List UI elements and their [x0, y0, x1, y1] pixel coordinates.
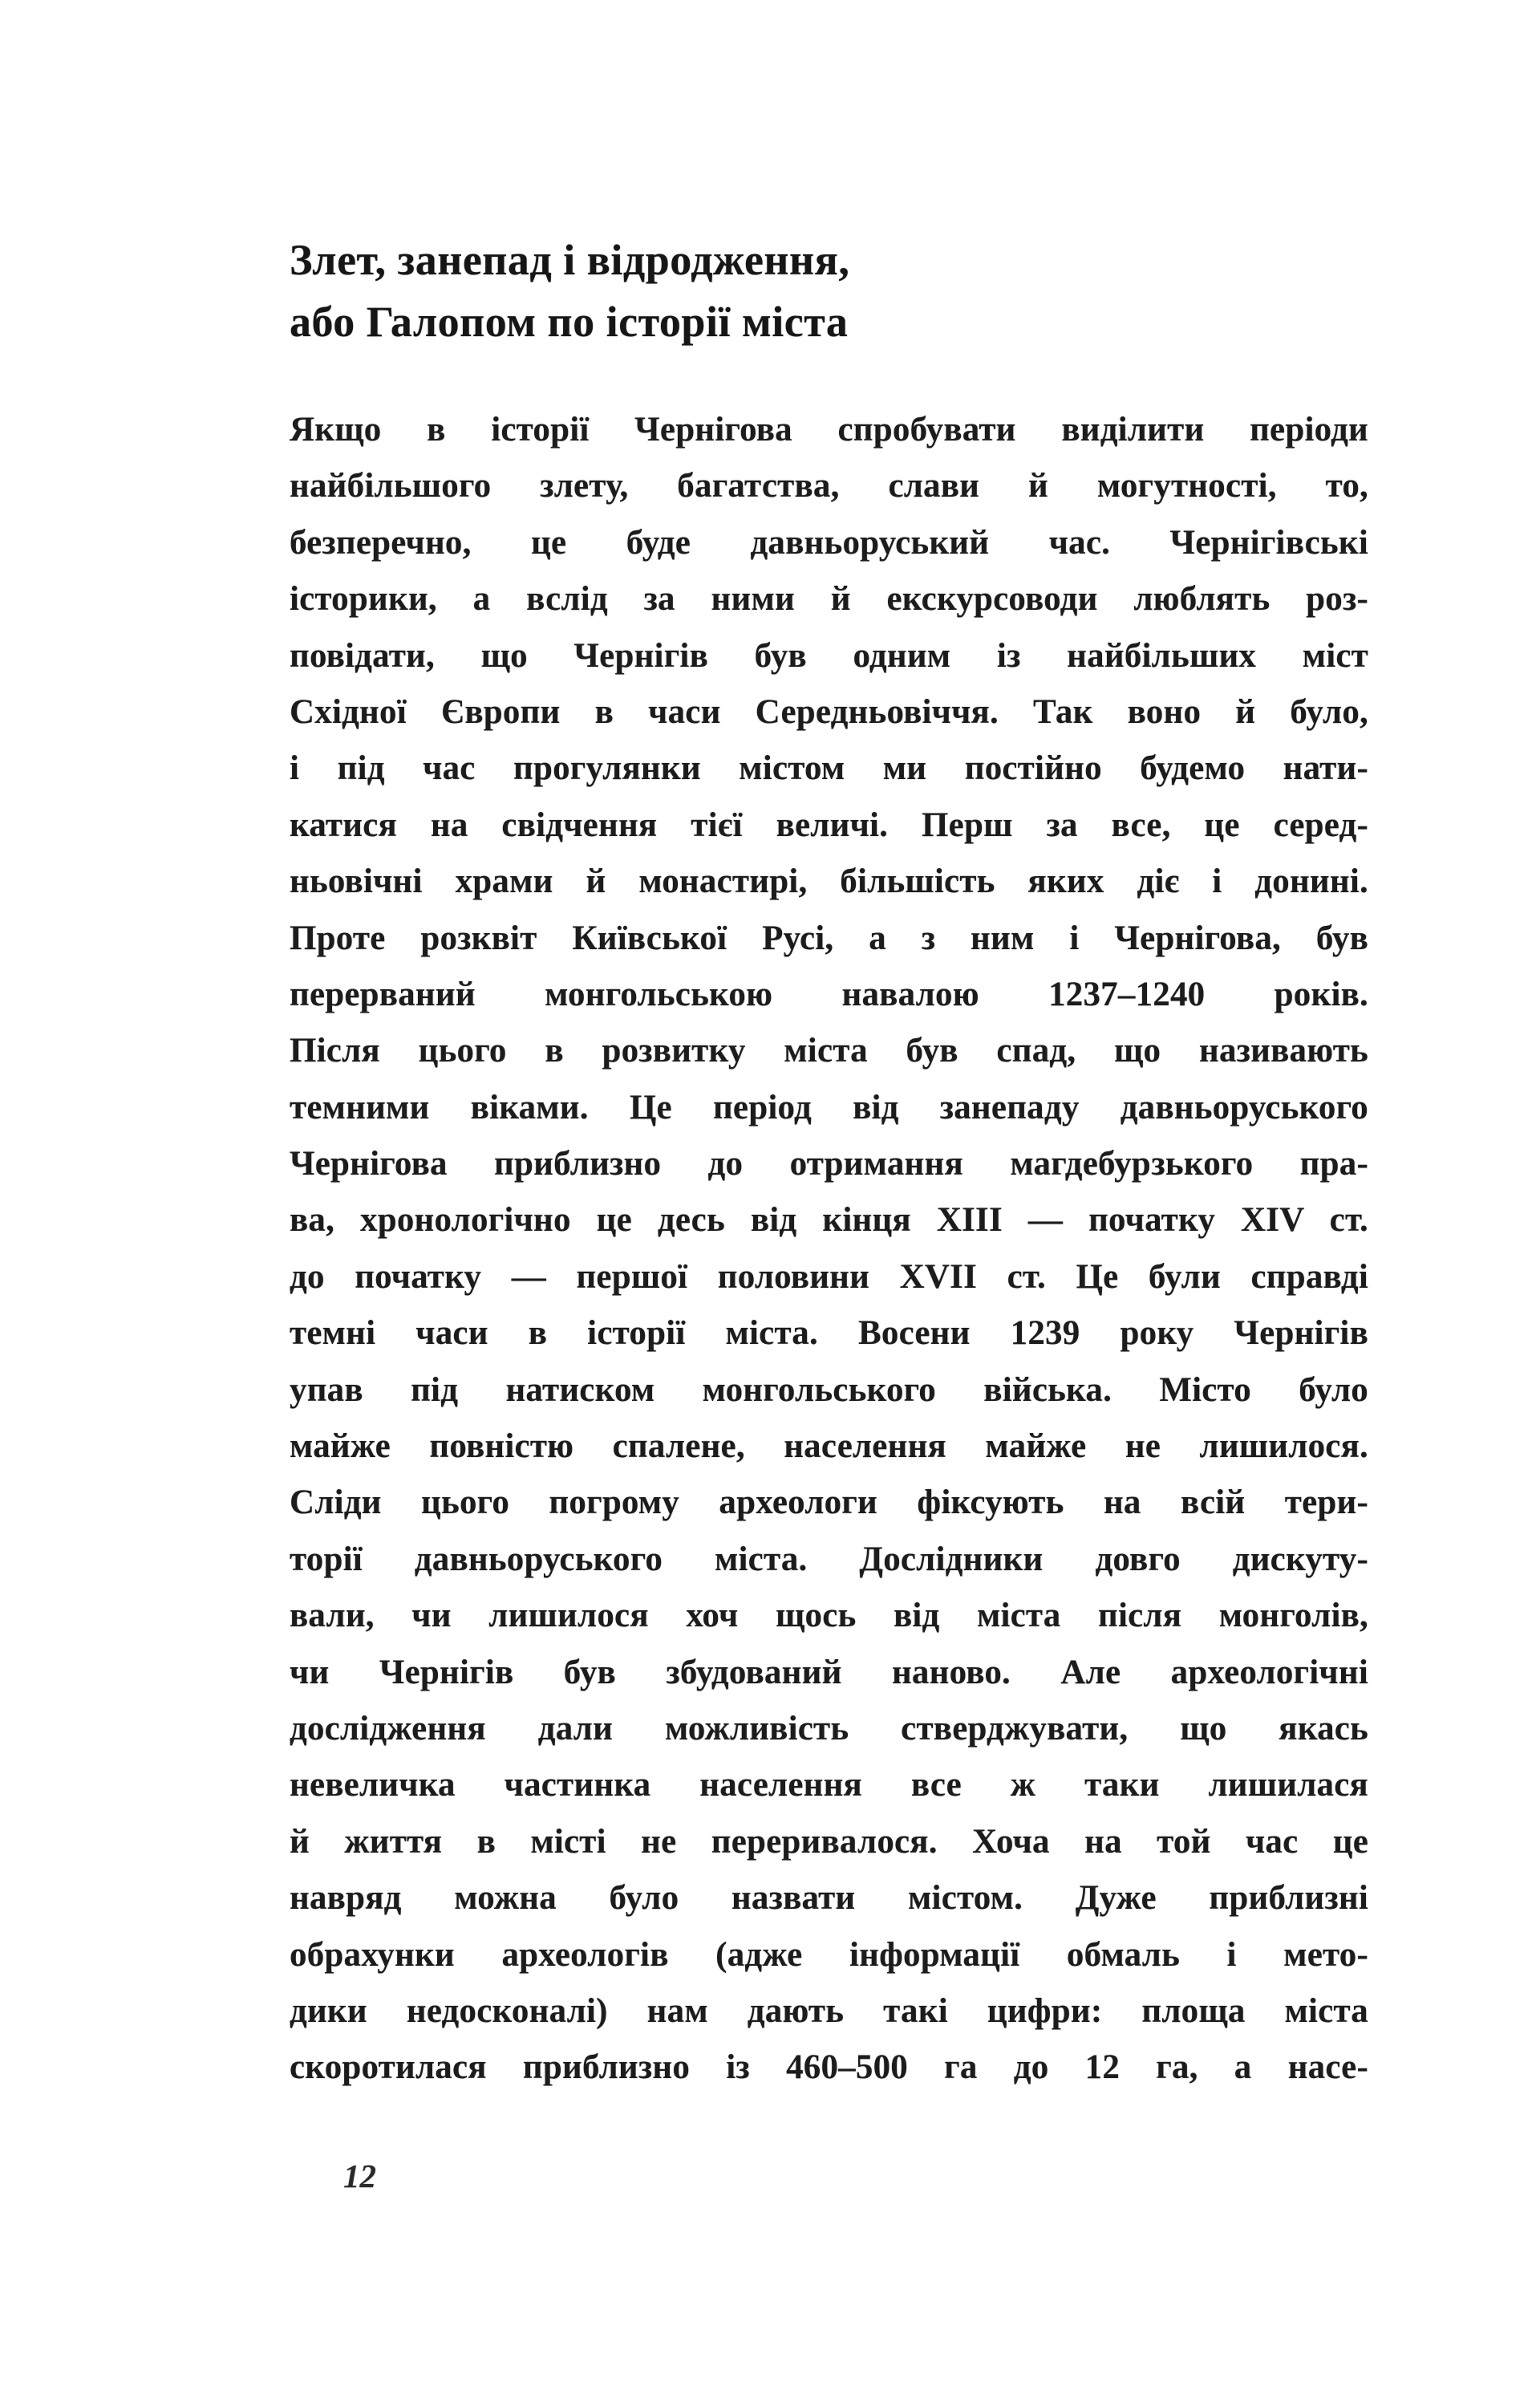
- body-text-line: темні часи в історії міста. Восени 1239 року Чернігів: [290, 1314, 1368, 1353]
- body-text-line: Проте розквіт Київської Русі, а з ним і Чернігова, був: [290, 919, 1368, 957]
- body-text: [290, 402, 1368, 2097]
- body-text-line: ва, хронологічно це десь від кінця XIII — початку XIV ст.: [290, 1201, 1368, 1240]
- body-text-line: невеличка частинка населення все ж таки лишилася: [290, 1766, 1368, 1804]
- body-text-line: Після цього в розвитку міста був спад, що називають: [290, 1032, 1368, 1070]
- body-text-line: темними віками. Це період від занепаду давньоруського: [290, 1088, 1368, 1126]
- body-text-line: ньовічні храми й монастирі, більшість яких діє і донині.: [290, 863, 1368, 901]
- body-text-line: дики недосконалі) нам дають такі цифри: площа міста: [290, 1991, 1368, 2030]
- body-text-line: безперечно, це буде давньоруський час. Чернігівські: [290, 523, 1368, 562]
- page-number: 12: [343, 2157, 376, 2194]
- body-text-line: упав під натиском монгольського війська. Місто було: [290, 1370, 1368, 1409]
- body-text-line: й життя в місті не переривалося. Хоча на той час це: [290, 1822, 1368, 1861]
- body-text-line: катися на свідчення тієї величі. Перш за все, це серед-: [290, 806, 1368, 844]
- body-text-line: чи Чернігів був збудований наново. Але археологічні: [290, 1653, 1368, 1691]
- chapter-title-line1: Злет, занепад і відродження,: [290, 236, 850, 284]
- body-text-line: Якщо в історії Чернігова спробувати виділити періоди: [290, 411, 1368, 449]
- body-text-line: скоротилася приблизно із 460–500 га до 12 га, а насе-: [290, 2048, 1368, 2087]
- body-text-line: торії давньоруського міста. Дослідники довго дискуту-: [290, 1540, 1368, 1578]
- body-text-line: Сліди цього погрому археологи фіксують на всій тери-: [290, 1484, 1368, 1522]
- chapter-title: [290, 229, 849, 353]
- body-text-line: майже повністю спалене, населення майже не лишилося.: [290, 1427, 1368, 1466]
- body-text-line: перерваний монгольською навалою 1237–1240 років.: [290, 975, 1368, 1013]
- body-text-line: Чернігова приблизно до отримання магдебурзького пра-: [290, 1145, 1368, 1183]
- chapter-title-line2: або Галопом по історії міста: [290, 298, 849, 346]
- body-text-line: навряд можна було назвати містом. Дуже приблизні: [290, 1879, 1368, 1918]
- body-text-line: дослідження дали можливість стверджувати, що якась: [290, 1709, 1368, 1747]
- body-text-line: найбільшого злету, багатства, слави й могутності, то,: [290, 467, 1368, 505]
- body-text-line: до початку — першої половини XVII ст. Це були справді: [290, 1257, 1368, 1296]
- body-text-line: повідати, що Чернігів був одним із найбільших міст: [290, 636, 1368, 675]
- body-text-line: історики, а вслід за ними й екскурсоводи люблять роз-: [290, 580, 1368, 619]
- body-text-line: і під час прогулянки містом ми постійно будемо нати-: [290, 749, 1368, 788]
- body-text-line: Східної Європи в часи Середньовіччя. Так воно й було,: [290, 692, 1368, 731]
- body-text-line: вали, чи лишилося хоч щось від міста після монголів,: [290, 1597, 1368, 1635]
- body-text-line: обрахунки археологів (адже інформації обмаль і мето-: [290, 1935, 1368, 1974]
